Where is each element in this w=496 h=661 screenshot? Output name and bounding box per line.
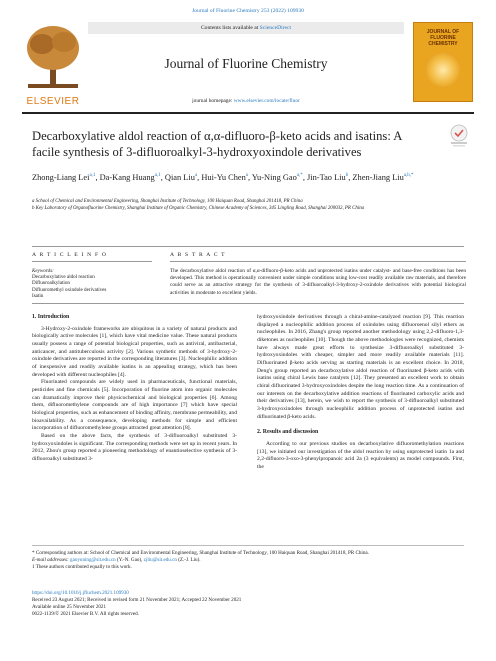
check-for-updates-badge[interactable] (448, 124, 470, 148)
cover-title: JOURNAL OF FLUORINE CHEMISTRY (426, 29, 460, 47)
author-separator: , (348, 172, 353, 182)
history-dates: Received 23 August 2021; Received in revised form 21 November 2021; Accepted 22 November 2021 (32, 597, 242, 603)
article-info-rule (32, 261, 152, 262)
contents-prefix: Contents lists available at (200, 25, 260, 31)
email-link[interactable]: gaoyuning@sit.edu.cn (70, 557, 116, 563)
journal-title: Journal of Fluorine Chemistry (164, 56, 328, 71)
body-paragraph: 3-Hydroxy-2-oxindole frameworks are ubiquitous in a variety of natural products and biologically active molecules [1], which have vital medicine value. These natural products usually possess a range of potential biological properties, such as antiviral, antibacterial, anticancer, and antituberculosis activity [2]. Various synthetic methods of 3-hydroxy-2-oxindole derivatives are reported in the corresponding literatures [3]. Nucleophilic addition of inexpensive and readily available isatins is an appealing strategy, which has been developed with different nucleophiles [4]. (32, 325, 237, 378)
journal-homepage (88, 98, 404, 104)
email-note (32, 557, 464, 564)
abstract-heading: A B S T R A C T (170, 252, 226, 258)
author-separator: , (160, 172, 165, 182)
abstract (170, 252, 466, 297)
online-date: Available online 25 November 2021 (32, 604, 107, 610)
journal-masthead (22, 22, 474, 112)
author-name: Qian Liu (164, 172, 195, 182)
author-marks: a,1 (89, 173, 96, 178)
masthead-center (88, 22, 404, 106)
body-paragraph: Fluorinated compounds are widely used in pharmaceuticals, functional materials, pesticides and fine chemicals [5]. Incorporation of fluorine atom into organic molecules can dramatically improve their physicochemical and biological properties [6]. Among them, difluoromethylene compounds are of high importance [7] which have special biological properties, such as enhancement of binding affinity, membrane permeability, and bioavailability. As a consequence, developing methods for simple and efficient incorporation of difluoromethylene groups attracted great attention [8]. (32, 379, 237, 432)
body-paragraph: According to our previous studies on decarboxylative difluoromethylation reactions [13], we initiated our investigation of the aldol reaction by using unprotected isatin 1a and 2,2-difluoro-3-oxo-3-phenylpropanoic acid 2a (3 equivalents) as model compounds. First, the (257, 440, 464, 470)
author[interactable] (307, 173, 348, 182)
homepage-prefix: journal homepage: (192, 98, 234, 104)
corresponding-author-note: * Corresponding authors at: School of Chemical and Environmental Engineering, Shanghai Institute of Technology, 100 Haiquan Road, Shanghai 201418, PR China. (32, 550, 369, 556)
keyword: Decarboxylative aldol reaction (32, 274, 95, 280)
body-right-column (257, 314, 464, 471)
body-left-column (32, 314, 237, 463)
author-name: Zhong-Liang Lei (32, 172, 90, 182)
author-marks: a,* (296, 173, 303, 178)
section-divider (32, 303, 464, 304)
author-separator: , (248, 172, 252, 182)
author-name: Da-Kang Huang (99, 172, 155, 182)
keyword: Difluoroalkylation (32, 280, 70, 287)
homepage-link[interactable]: www.elsevier.com/locate/fluor (233, 98, 300, 104)
body-paragraph: Based on the above facts, the synthesis of 3-difluoroalkyl substituted 3-hydroxyoxindoles is significant. The corresponding methods were set up in recent years. In 2012, Zhou's group reported a pioneering methodology of enantioselective synthesis of 3-difluoroalkyl substituted 3- (32, 432, 237, 462)
cover-art (426, 53, 460, 87)
keyword: Isatin (32, 293, 44, 300)
footnote-divider (32, 545, 464, 546)
author-marks: a (245, 173, 249, 178)
body-paragraph: hydroxyoxindole derivatives through a chiral-amine-catalyzed reaction [9]. This reaction displayed a nucleophilic addition process of oxindoles using difluoroenol silyl ethers as nucleophiles. In 2016, Zhang's group reported another methodology using 2,2-difluoro-1,3-diketones as nucleophiles [10]. Though the above methodologies were recognized, chemists have always made great efforts to synthesize 3-difluoroalkyl substituted 3-hydroxyoxindoles with cheaper, simpler and more readily available materials [11]. Difluorinated β-keto acids serving as starting materials is an excellent choice. In 2018, Deng's group reported an decarboxylative aldol reaction of fluorinated β-keto acids with isatins using chiral Lewis base catalysts [12]. They presented an excellent work to obtain chiral difluorinated 3-hydroxyoxindoles despite the long reaction time. As a continuation of our interests on the decarboxylative addition reactions of fluorinated carboxylic acids and their derivatives [13], herein, we wish to report the synthesis of 3-difluoroalkyl substituted 3-hydroxyoxindoles through nucleophilic addition process of unprotected isatins and difluorinated β-keto acids. (257, 314, 464, 420)
introduction-heading: 1. Introduction (32, 314, 70, 320)
author[interactable] (201, 173, 248, 182)
email-link[interactable]: zjliu@sit.edu.cn (143, 557, 177, 563)
elsevier-logo[interactable] (22, 22, 84, 106)
author[interactable] (352, 173, 413, 182)
keywords-label: Keywords: (32, 268, 54, 274)
affiliation: b Key Laboratory of Organofluorine Chemistry, Shanghai Institute of Organic Chemistry, Chinese Academy of Sciences, 345 Lingling Road, Shanghai 200032, PR China (32, 206, 365, 211)
author-marks: a,b,* (403, 173, 414, 178)
journal-reference[interactable]: Journal of Fluorine Chemistry 253 (2022) 109930 (192, 8, 304, 14)
results-heading: 2. Results and discussion (257, 429, 319, 436)
journal-cover[interactable] (413, 22, 473, 102)
author-marks: a,1 (154, 173, 161, 178)
abstract-text: The decarboxylative aldol reaction of α,α-difluoro-β-keto acids and unprotected isatins under catalyst- and base-free conditions has been developed. This method is operationally convenient under simple conditions using low-cost readily available raw materials, and therefore could serve as an attractive strategy for the synthesis of 3-difluoroalkyl-3-hydroxy-2-oxindole derivatives with potential biological activities in moderate to excellent yields. (170, 268, 466, 296)
author-list (32, 170, 462, 184)
affiliation: a School of Chemical and Environmental Engineering, Shanghai Institute of Technology, 100 Haiquan Road, Shanghai 201418, PR China (32, 199, 303, 204)
keyword: Difluoromethyl oxindole derivatives (32, 286, 107, 293)
author-marks: b (345, 173, 349, 178)
author-separator: , (197, 172, 202, 182)
copyright: 0022-1139/© 2021 Elsevier B.V. All rights reserved. (32, 611, 140, 617)
email-owner: (Z.-J. Liu). (176, 557, 201, 563)
author-name: Zhen-Jiang Liu (352, 172, 404, 182)
author[interactable] (100, 173, 161, 182)
author[interactable] (32, 173, 95, 182)
author-separator: , (302, 172, 307, 182)
article-info (32, 252, 152, 300)
email-label: E-mail addresses: (32, 557, 71, 563)
footnotes (32, 550, 464, 571)
contents-bar (88, 22, 404, 34)
author-name: Yu-Ning Gao (251, 172, 297, 182)
article-title: Decarboxylative aldol reaction of α,α-difluoro-β-keto acids and isatins: A facile synthesis of 3-difluoroalkyl-3-hydroxyoxindole derivatives (32, 129, 402, 159)
author-name: Jin-Tao Liu (307, 172, 346, 182)
section-divider (32, 246, 464, 247)
masthead-divider (22, 112, 474, 114)
author-separator: , (95, 172, 100, 182)
article-footer (32, 590, 464, 618)
check-for-updates-icon (448, 124, 470, 148)
abstract-rule (170, 261, 466, 262)
author-marks: a (194, 173, 198, 178)
email-owner: (Y.-N. Gao), (115, 557, 144, 563)
equal-contribution-note: 1 These authors contributed equally to this work. (32, 564, 132, 570)
article-info-heading: A R T I C L E I N F O (32, 252, 108, 258)
tree-icon (22, 22, 84, 94)
doi-link[interactable]: https://doi.org/10.1016/j.jfluchem.2021.109930 (32, 590, 129, 596)
author[interactable] (252, 173, 303, 182)
publisher-name: ELSEVIER (26, 96, 80, 107)
author-name: Hui-Yu Chen (201, 172, 246, 182)
affiliations (32, 198, 472, 212)
sciencedirect-link[interactable]: ScienceDirect (259, 25, 292, 31)
author[interactable] (165, 173, 197, 182)
